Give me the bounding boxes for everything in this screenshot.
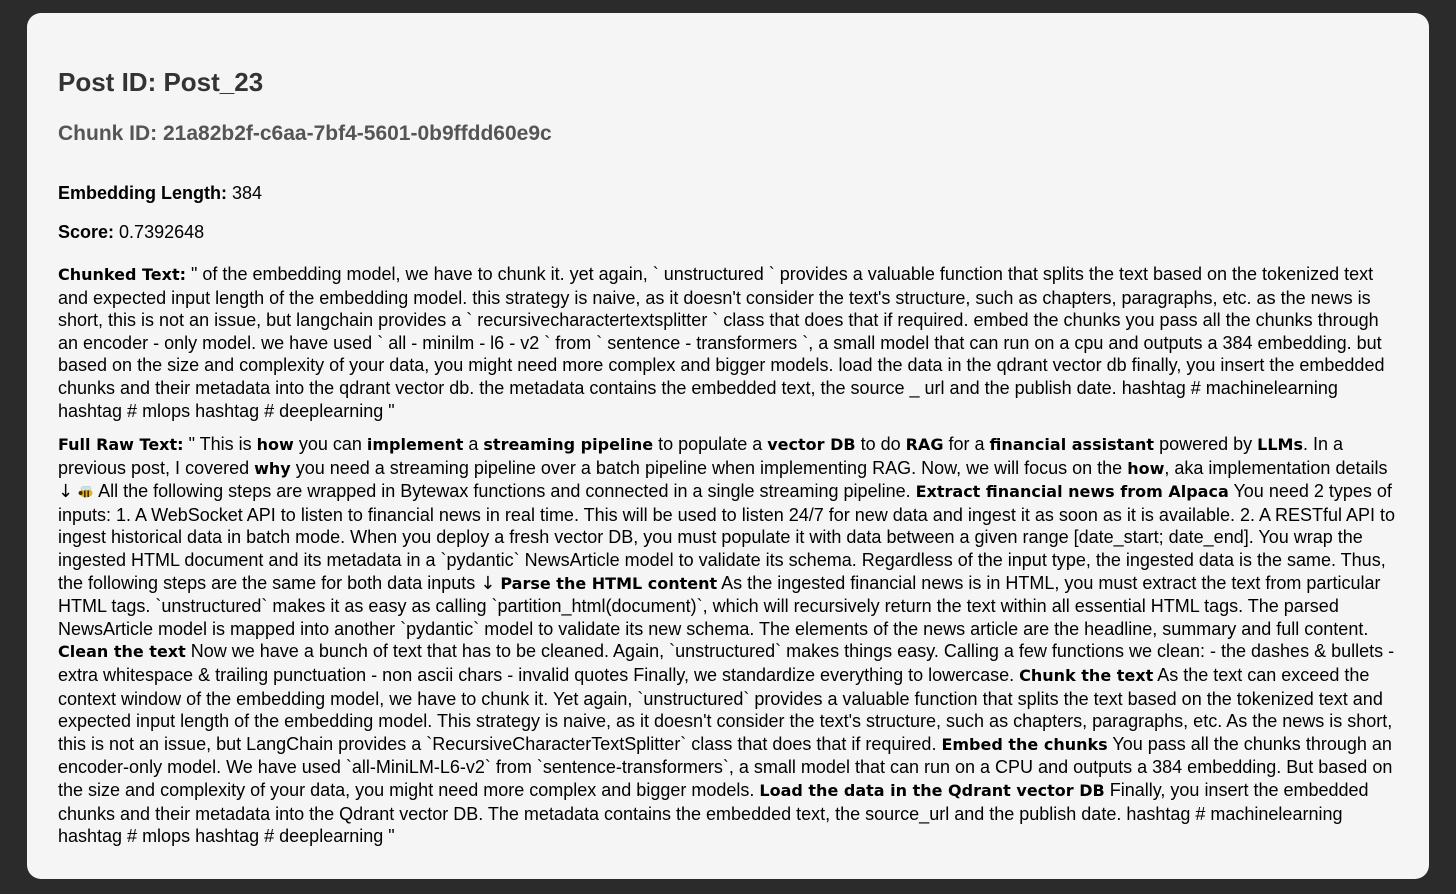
raw-text: to populate a [653,434,768,454]
raw-bold-text: Chunk the text [1019,665,1154,685]
raw-text: . In a previous post, I covered [58,434,1344,478]
raw-text: Now we have a bunch of text that has to be cleaned. Again, `unstructured` makes things easy. Calling a few functions we clean: - the dashes & bullets - extra whitespace & trailing punctuation - non ascii chars - invalid quotes Finally, we standardize everything to lowercase. [58,641,1395,685]
chunked-text-label: Chunked Text: [58,265,187,284]
raw-bold-text: implement [366,435,464,454]
raw-bold-text: why [254,458,291,478]
raw-bold-text: how [256,435,294,454]
score-label: Score: [58,222,115,242]
chunk-id-heading: Chunk ID: 21a82b2f-c6aa-7bf4-5601-0b9ffdd60e9c [58,122,552,145]
raw-text: As the ingested financial news is in HTML, you must extract the text from particular HTML tags. `unstructured` makes it as easy as calling `partition_html(document)`, which will recursively return the text within all essential HTML tags. The parsed NewsArticle model is mapped into another `pydantic` model to validate its new schema. The elements of the news article are the headline, summary and full content. [58,572,1381,639]
raw-text: you can [293,434,367,454]
score-value: 0.7392648 [119,222,205,242]
full-raw-text-label: Full Raw Text: [58,435,184,454]
down-arrow-icon: ↓ [480,572,496,594]
down-arrow-icon: ↓ [58,481,74,503]
raw-bold-text: Extract financial news from Alpaca [915,482,1229,502]
raw-bold-text: vector DB [767,435,856,454]
score-row [58,221,1401,244]
raw-bold-text: streaming pipeline [483,435,654,454]
raw-bold-text: Parse the HTML content [500,573,718,593]
raw-text: for a [943,434,990,454]
full-raw-text-block [58,433,1401,848]
raw-text: , aka implementation details [1164,457,1388,478]
raw-bold-text: LLMs [1257,435,1303,454]
raw-text: You pass all the chunks through an encoder-only model. We have used `all-MiniLM-L6-v2` from `sentence-transformers`, a small model that can run on a CPU and outputs a 384 embedding. But based on the size and complexity of your data, you might need more complex and bigger models. [58,733,1393,800]
embedding-length-row [58,182,1401,205]
post-id-heading: Post ID: Post_23 [58,67,264,97]
raw-text: As the text can exceed the context window of the embedding model, we have to chunk it. Yet again, `unstructured` provides a valuable function that splits the text based on the tokenized text and expected input length of the embedding model. This strategy is naive, as it doesn't consider the text's structure, such as chapters, paragraphs, etc. As the news is short, this is not an issue, but LangChain provides a `RecursiveCharacterTextSplitter` class that does that if required. [58,664,1393,754]
raw-bold-text: RAG [905,435,944,454]
raw-text: Finally, you insert the embedded chunks and their metadata into the Qdrant vector DB. The metadata contains the embedded text, the source_url and the publish date. hashtag # machinelearning hashtag # mlops hashtag # deeplearning " [58,779,1369,847]
raw-bold-text: financial assistant [989,435,1155,454]
chunked-text-block [58,263,1401,422]
raw-text: powered by [1154,434,1258,454]
result-card [27,13,1429,879]
embedding-length-label: Embedding Length: [58,183,227,203]
chunked-text-body: " of the embedding model, we have to chunk it. yet again, ` unstructured ` provides a valuable function that splits the text based on the tokenized text and expected input length of the embedding model. this strategy is naive, as it doesn't consider the text's structure, such as chapters, paragraphs, etc. as the news is short, this is not an issue, but langchain provides a ` recursivecharactertextsplitter ` class that does that if required. embed the chunks you pass all the chunks through an encoder - only model. we have used ` all - minilm - l6 - v2 ` from ` sentence - transformers `, a small model that can run on a cpu and outputs a 384 embedding. but based on the size and complexity of your data, you might need more complex and bigger models. load the data in the qdrant vector db finally, you insert the embedded chunks and their metadata into the qdrant vector db. the metadata contains the embedded text, the source _ url and the publish date. hashtag # machinelearning hashtag # mlops hashtag # deeplearning " [58,264,1385,421]
raw-text: You need 2 types of inputs: 1. A WebSocket API to listen to financial news in real time. This will be used to listen 24/7 for new data and ingest it as soon as it is available. 2. A RESTful API to ingest historical data in batch mode. When you deploy a fresh vector DB, you must populate it with data between a given range [date_start; date_end]. You wrap the ingested HTML document and its metadata in a `pydantic` NewsArticle model to validate its schema. Regardless of the input type, the ingested data is the same. Thus, the following steps are the same for both data inputs [58,481,1396,593]
raw-text: a [463,434,484,454]
bee-icon [78,486,94,498]
embedding-length-value: 384 [232,183,263,203]
raw-text: All the following steps are wrapped in Bytewax functions and connected in a single streaming pipeline. [94,481,916,502]
raw-bold-text: Embed the chunks [941,734,1108,754]
raw-text: you need a streaming pipeline over a batch pipeline when implementing RAG. Now, we will focus on the [290,457,1128,478]
raw-text: to do [855,434,906,454]
raw-text: " This is [188,434,257,454]
raw-bold-text: Load the data in the Qdrant vector DB [759,780,1105,800]
raw-bold-text: how [1127,458,1165,478]
raw-bold-text: Clean the text [58,642,186,662]
